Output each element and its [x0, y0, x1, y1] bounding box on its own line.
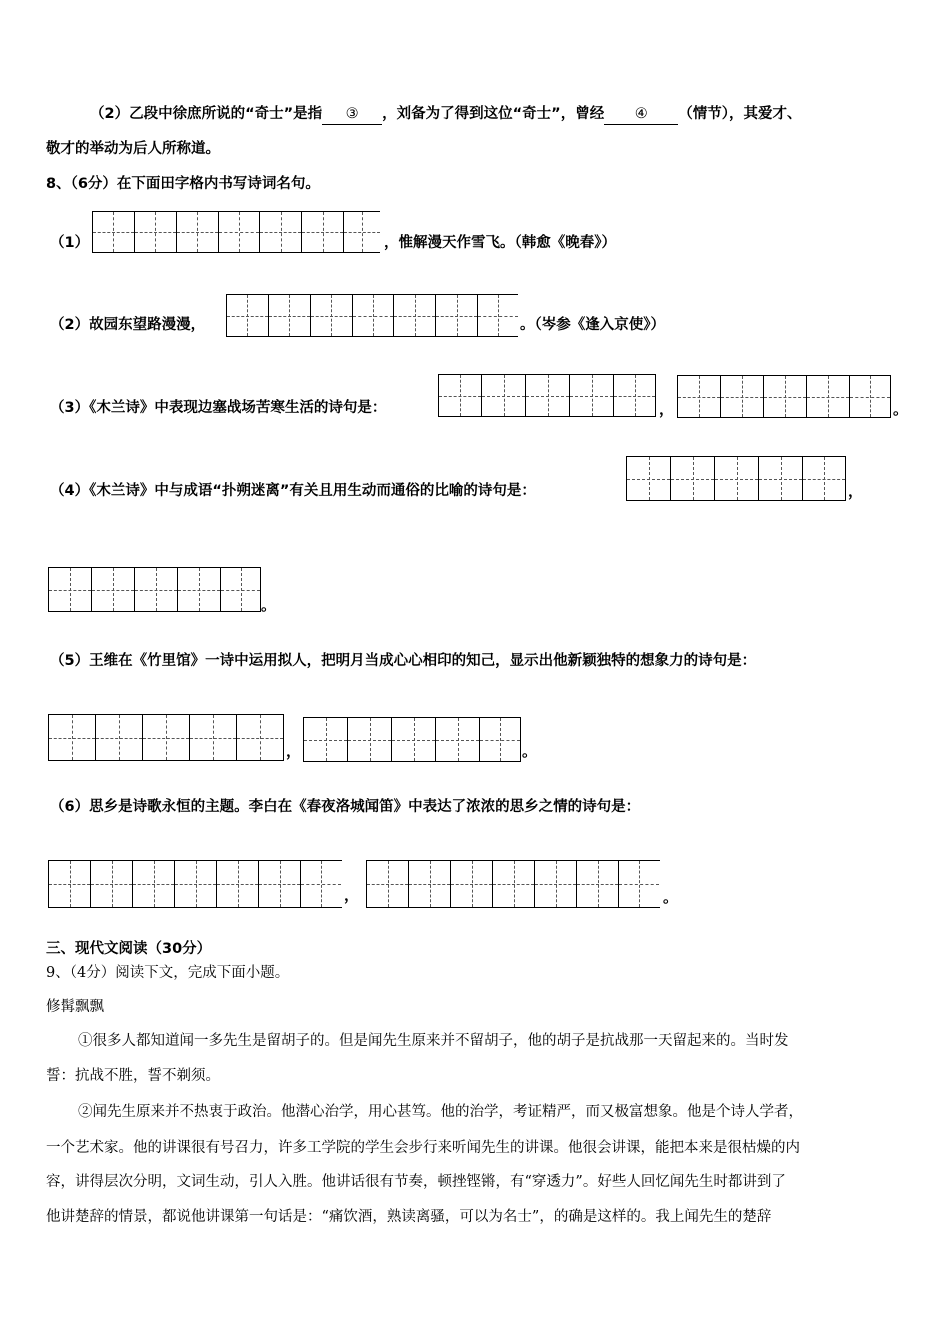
q8-item4-before: （4）《木兰诗》中与成语“扑朔迷离”有关且用生动而通俗的比喻的诗句是：	[50, 483, 536, 499]
answer-grid-2[interactable]	[226, 294, 518, 337]
q8-item5-comma: ，	[286, 742, 302, 760]
paragraph-2-line-4: 他讲楚辞的情景，都说他讲课第一句话是：“痛饮酒，熟读离骚，可以为名士”，的确是这样的。我上闻先生的楚辞	[46, 1209, 772, 1225]
q7-part2-suffix: （情节），其爱才、	[678, 106, 802, 122]
q8-item3-comma: ，	[659, 400, 675, 418]
q7-part2-line1	[90, 104, 801, 125]
answer-grid-4a[interactable]	[626, 456, 846, 501]
paragraph-1-line-2: 誓：抗战不胜，誓不剃须。	[46, 1068, 220, 1084]
q8-item1-after: ，惟解漫天作雪飞。（韩愈《晚春》）	[384, 235, 616, 251]
section3-heading: 三、现代文阅读（30分）	[46, 941, 212, 957]
q8-item4-period: 。	[261, 596, 277, 614]
paragraph-1-line-1: ①很多人都知道闻一多先生是留胡子的。但是闻先生原来并不留胡子，他的胡子是抗战那一天留起来的。当时发	[78, 1033, 789, 1049]
blank-4[interactable]: ④	[604, 104, 678, 125]
paragraph-2-line-1: ②闻先生原来并不热衷于政治。他潜心治学，用心甚笃。他的治学，考证精严，而又极富想象。他是个诗人学者，	[78, 1104, 803, 1120]
answer-grid-3b[interactable]	[677, 375, 891, 418]
answer-grid-6b[interactable]	[366, 860, 660, 908]
q8-item4-comma: ，	[848, 482, 864, 500]
q8-item6-period: 。	[663, 888, 679, 906]
q8-item3-before: （3）《木兰诗》中表现边塞战场苦寒生活的诗句是：	[50, 400, 387, 416]
q8-item2-after: 。（岑参《逢入京使》）	[520, 317, 665, 333]
q7-part2-prefix: （2）乙段中徐庶所说的“奇士”是指	[90, 106, 323, 122]
answer-grid-6a[interactable]	[48, 860, 342, 908]
paragraph-2-line-2: 一个艺术家。他的讲课很有号召力，许多工学院的学生会步行来听闻先生的讲课。他很会讲课，能把本来是很枯燥的内	[46, 1140, 800, 1156]
answer-grid-3a[interactable]	[438, 374, 656, 417]
answer-grid-5a[interactable]	[48, 714, 284, 761]
q8-item6-comma: ，	[344, 886, 360, 904]
q9-heading: 9、（4分）阅读下文，完成下面小题。	[46, 965, 290, 981]
q8-heading: 8、（6分）在下面田字格内书写诗词名句。	[46, 176, 320, 192]
answer-grid-1[interactable]	[92, 211, 380, 253]
q8-item6-before: （6）思乡是诗歌永恒的主题。李白在《春夜洛城闻笛》中表达了浓浓的思乡之情的诗句是：	[50, 799, 641, 815]
q7-part2-line2: 敬才的举动为后人所称道。	[46, 141, 220, 157]
blank-3[interactable]: ③	[322, 104, 382, 125]
answer-grid-5b[interactable]	[303, 717, 521, 762]
q8-item2-before: （2）故园东望路漫漫，	[50, 317, 206, 333]
q8-item5-period: 。	[522, 742, 538, 760]
answer-grid-4b[interactable]	[48, 567, 261, 612]
q8-item3-period: 。	[893, 400, 909, 418]
paragraph-2-line-3: 容，讲得层次分明，文词生动，引人入胜。他讲话很有节奏，顿挫铿锵，有“穿透力”。好些人回忆闻先生时都讲到了	[46, 1174, 786, 1190]
q8-item5-before: （5）王维在《竹里馆》一诗中运用拟人，把明月当成心心相印的知己，显示出他新颖独特的想象力的诗句是：	[50, 653, 757, 669]
article-title: 修髯飘飘	[46, 999, 104, 1015]
q7-part2-middle: ，刘备为了得到这位“奇士”，曾经	[382, 106, 605, 122]
q8-item1-label: （1）	[50, 235, 90, 251]
